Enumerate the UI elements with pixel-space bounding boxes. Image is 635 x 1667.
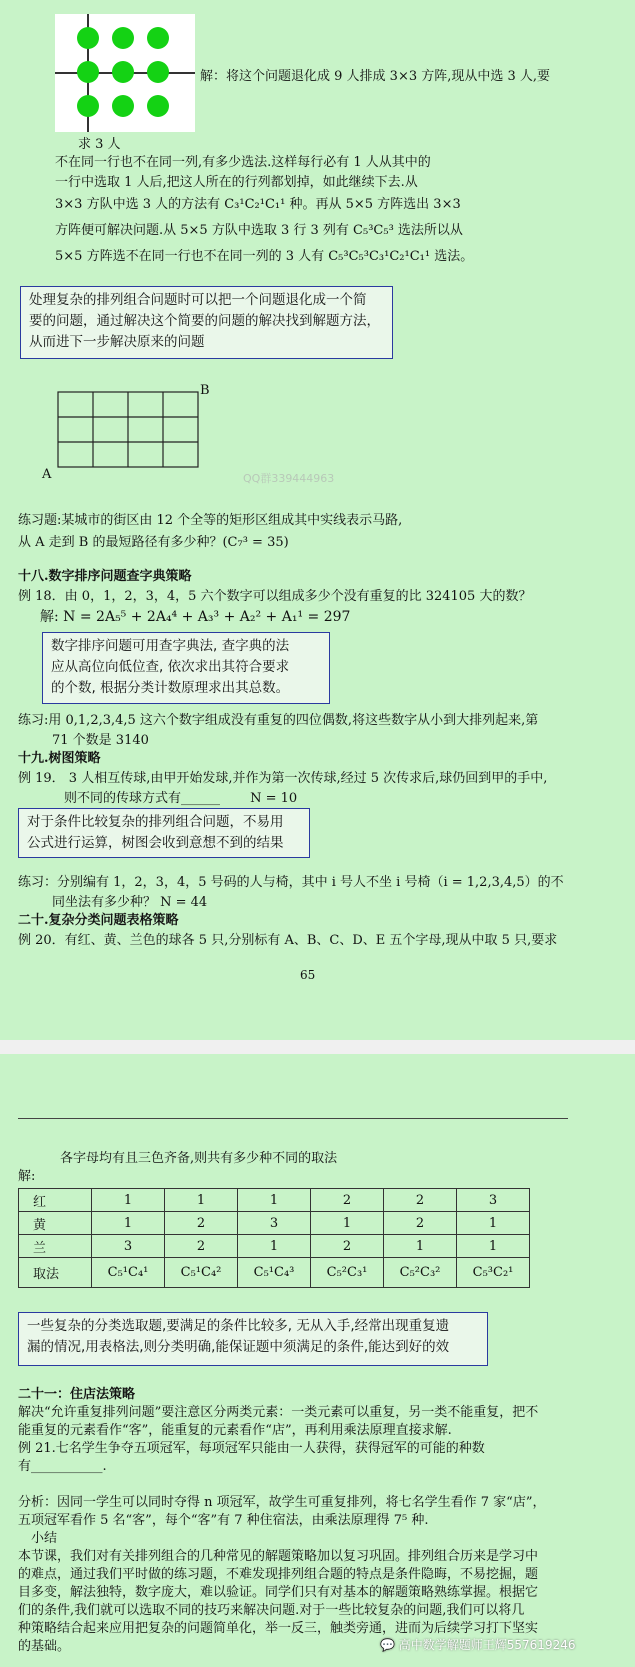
watermark: QQ群339444963 — [243, 472, 335, 485]
tip-line: 漏的情况,用表格法,则分类明确,能保证题中须满足的条件,能达到好的效 — [27, 1339, 450, 1355]
table-cell: 2 — [384, 1189, 457, 1212]
text-line: 有___________. — [18, 1459, 107, 1474]
text-line: 小结 — [18, 1531, 58, 1546]
table-cell: 3 — [457, 1189, 530, 1212]
text-line: 一行中选取 1 人后,把这人所在的行列都划掉，如此继续下去.从 — [55, 175, 418, 190]
table-cell: 取法 — [19, 1258, 92, 1288]
dot — [147, 95, 169, 117]
page-number: 65 — [300, 968, 316, 982]
table-cell: C₅²C₃² — [384, 1258, 457, 1288]
tip-box — [20, 286, 393, 359]
grid-label-a: A — [42, 467, 52, 482]
tip-line: 要的问题，通过解决这个简要的问题的解决找到解题方法， — [29, 313, 380, 329]
text-line: 解决“允许重复排列问题”要注意区分两类元素：一类元素可以重复，另一类不能重复，把不 — [18, 1405, 539, 1420]
tip-line: 一些复杂的分类选取题,要满足的条件比较多, 无从入手,经常出现重复遗 — [27, 1318, 450, 1334]
table-cell: 1 — [457, 1212, 530, 1235]
tip-line: 对于条件比较复杂的排列组合问题，不易用 — [27, 814, 284, 830]
header-rule — [18, 1118, 568, 1119]
table-cell: 1 — [165, 1189, 238, 1212]
table-cell: 1 — [311, 1212, 384, 1235]
table-cell: 2 — [311, 1189, 384, 1212]
exercise-line: 同坐法有多少种？ N = 44 — [52, 895, 208, 910]
exercise-line: 从 A 走到 B 的最短路径有多少种？(C₇³ = 35) — [18, 535, 289, 550]
tip-line: 处理复杂的排列组合问题时可以把一个问题退化成一个简 — [29, 292, 367, 308]
table-cell: 1 — [238, 1235, 311, 1258]
text-line: 分析：因同一学生可以同时夺得 n 项冠军，故学生可重复排列，将七名学生看作 7 家“店”， — [18, 1495, 546, 1510]
table-cell: 2 — [165, 1235, 238, 1258]
table-cell: C₅¹C₄³ — [238, 1258, 311, 1288]
dot — [77, 61, 99, 83]
text-line: 的难点，通过我们平时做的练习题，不难发现排列组合题的特点是条件隐晦，不易挖掘，题 — [18, 1567, 539, 1582]
tip-box — [18, 808, 310, 858]
example-19: 则不同的传球方式有______ N = 10 — [64, 791, 298, 806]
exercise-line: 71 个数是 3140 — [52, 733, 149, 748]
example-18: 例 18．由 0，1，2，3，4，5 六个数字可以组成多少个没有重复的比 324105 大的数？ — [18, 589, 532, 604]
text-line: 能重复的元素看作“客”，能重复的元素看作“店”，再利用乘法原理直接求解. — [18, 1423, 452, 1438]
grid-label-b: B — [200, 383, 210, 398]
table-cell: 2 — [165, 1212, 238, 1235]
table-cell: 兰 — [19, 1235, 92, 1258]
text-line: 例 21.七名学生争夺五项冠军，每项冠军只能由一人获得，获得冠军的可能的种数 — [18, 1441, 485, 1456]
page-break — [0, 1040, 635, 1054]
table-cell: 红 — [19, 1189, 92, 1212]
example-20: 例 20．有红、黄、兰色的球各 5 只,分别标有 A、B、C、D、E 五个字母,现从中取 5 只,要求 — [18, 933, 558, 948]
table-row — [19, 1189, 530, 1212]
exercise-line: 练习:用 0,1,2,3,4,5 这六个数字组成没有重复的四位偶数,将这些数字从小到大排列起来,第 — [18, 713, 539, 728]
table-row — [19, 1235, 530, 1258]
tip-line: 应从高位向低位查, 依次求出其符合要求 — [51, 659, 290, 675]
exercise-line: 练习题:某城市的街区由 12 个全等的矩形区组成其中实线表示马路, — [18, 513, 403, 528]
dot — [77, 27, 99, 49]
table-cell: 1 — [92, 1212, 165, 1235]
table-cell: C₅¹C₄¹ — [92, 1258, 165, 1288]
tip-line: 从而进下一步解决原来的问题 — [29, 334, 205, 350]
table-cell: C₅³C₂¹ — [457, 1258, 530, 1288]
solution-18: 解: N = 2A₅⁵ + 2A₄⁴ + A₃³ + A₂² + A₁¹ = 297 — [40, 609, 351, 625]
dot — [112, 95, 134, 117]
text-line: 目多变，解法独特，数字庞大，难以验证。同学们只有对基本的解题策略熟练掌握。根据它 — [18, 1585, 539, 1600]
table-cell: 3 — [238, 1212, 311, 1235]
solution-label: 解: — [18, 1169, 36, 1184]
tip-box — [42, 632, 330, 704]
dot — [147, 27, 169, 49]
dot — [77, 95, 99, 117]
example-19: 例 19． 3 人相互传球,由甲开始发球,并作为第一次传球,经过 5 次传求后,球仍回到甲的手中, — [18, 771, 548, 786]
table-cell: 1 — [384, 1235, 457, 1258]
text-line: 五项冠军看作 5 名“客”，每个“客”有 7 种住宿法，由乘法原理得 7⁵ 种. — [18, 1513, 429, 1528]
table-row — [19, 1258, 530, 1288]
table-cell: 2 — [384, 1212, 457, 1235]
section-18-title: 十八.数字排序问题查字典策略 — [18, 569, 192, 584]
choice-table — [18, 1188, 530, 1288]
dot — [112, 27, 134, 49]
solution-line: 解：将这个问题退化成 9 人排成 3×3 方阵,现从中选 3 人,要 — [200, 69, 551, 84]
table-cell: 3 — [92, 1235, 165, 1258]
dot — [112, 61, 134, 83]
text-line: 不在同一行也不在同一列,有多少选法.这样每行必有 1 人从其中的 — [55, 155, 431, 170]
tip-box — [18, 1312, 488, 1366]
table-cell: C₅²C₃¹ — [311, 1258, 384, 1288]
text-line: 种策略结合起来应用把复杂的问题简单化，举一反三，触类旁通，进而为后续学习打下坚实 — [18, 1621, 539, 1636]
table-cell: 1 — [457, 1235, 530, 1258]
exercise-line: 练习：分别编有 1，2，3，4，5 号码的人与椅，其中 i 号人不坐 i 号椅（i = 1,2,3,4,5）的不 — [18, 875, 564, 890]
dot — [147, 61, 169, 83]
section-19-title: 十九.树图策略 — [18, 751, 101, 766]
table-cell: 1 — [92, 1189, 165, 1212]
text-line: 们的条件,我们就可以选取不同的技巧来解决问题.对于一些比较复杂的问题,我们可以将几 — [18, 1603, 525, 1618]
table-cell: 黄 — [19, 1212, 92, 1235]
text-line: 的基础。 — [18, 1639, 71, 1654]
section-20-title: 二十.复杂分类问题表格策略 — [18, 913, 179, 928]
table-cell: C₅¹C₄² — [165, 1258, 238, 1288]
section-21-title: 二十一：住店法策略 — [18, 1387, 136, 1402]
text-line: 本节课，我们对有关排列组合的几种常见的解题策略加以复习巩固。排列组合历来是学习中 — [18, 1549, 539, 1564]
text-line: 求 3 人 — [78, 137, 121, 152]
page2-intro: 各字母均有且三色齐备,则共有多少种不同的取法 — [60, 1151, 338, 1166]
tip-line: 的个数, 根据分类计数原理求出其总数。 — [51, 680, 290, 696]
tip-line: 公式进行运算，树图会收到意想不到的结果 — [27, 835, 284, 851]
text-line: 方阵便可解决问题.从 5×5 方队中选取 3 行 3 列有 C₅³C₅³ 选法所以从 — [55, 223, 463, 238]
wechat-watermark — [380, 1636, 575, 1653]
table-row — [19, 1212, 530, 1235]
text-line: 5×5 方阵选不在同一行也不在同一列的 3 人有 C₅³C₅³C₃¹C₂¹C₁¹ 选法。 — [55, 249, 474, 264]
dot-grid-figure — [55, 14, 195, 132]
watermark-text: 高中数学解题师王辉557619246 — [398, 1638, 576, 1652]
chat-icon: 💬 — [380, 1638, 399, 1652]
text-line: 3×3 方队中选 3 人的方法有 C₃¹C₂¹C₁¹ 种。再从 5×5 方阵选出 3×3 — [55, 197, 461, 212]
table-cell: 1 — [238, 1189, 311, 1212]
tip-line: 数字排序问题可用查字典法, 查字典的法 — [51, 638, 290, 654]
table-cell: 2 — [311, 1235, 384, 1258]
